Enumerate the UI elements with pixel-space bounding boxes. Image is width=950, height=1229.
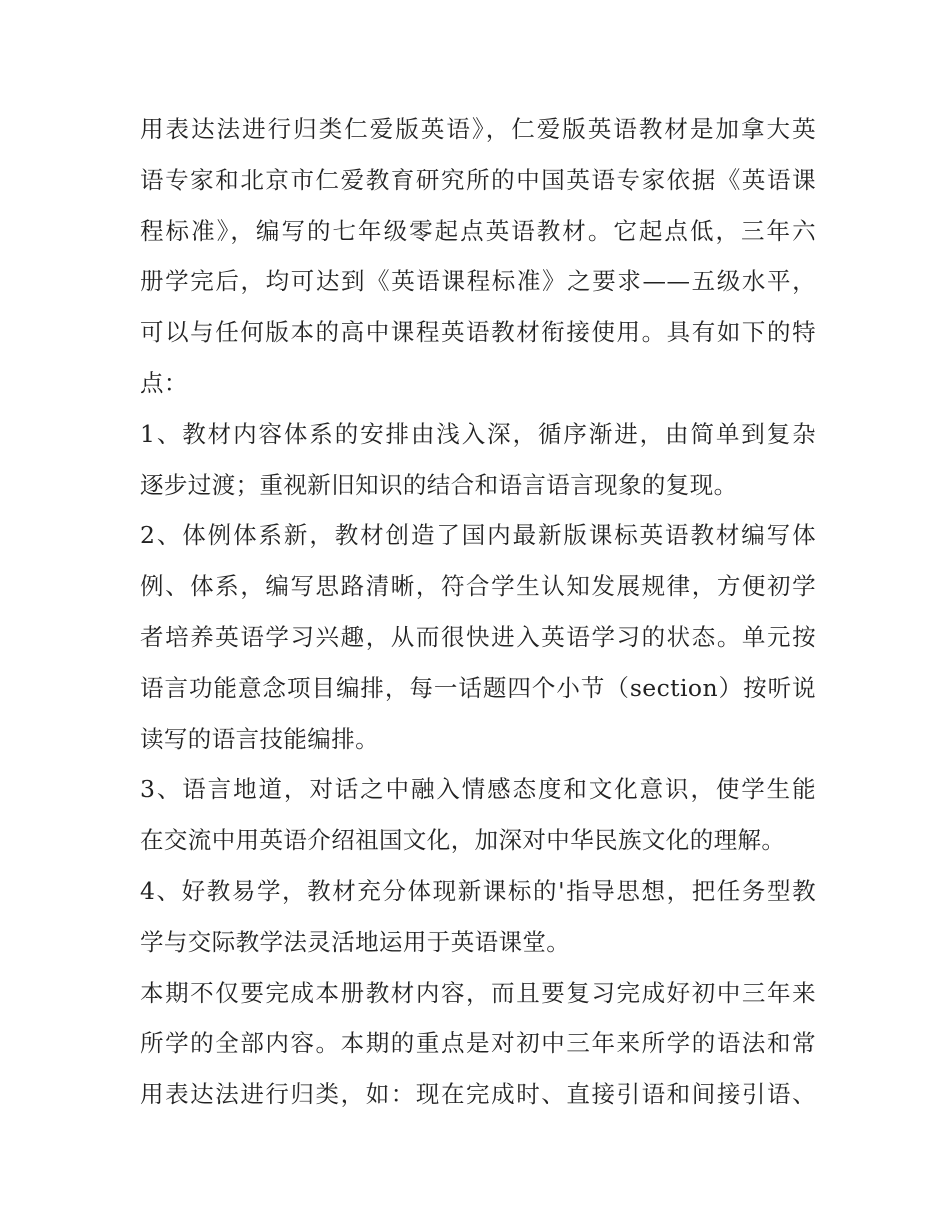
text-line: 用表达法进行归类，如：现在完成时、直接引语和间接引语、 <box>140 1080 816 1109</box>
text-line: 学与交际教学法灵活地运用于英语课堂。 <box>140 927 571 956</box>
text-line: 2、体例体系新，教材创造了国内最新版课标英语教材编写体 <box>140 521 816 550</box>
text-line: 语言功能意念项目编排，每一话题四个小节（section）按听说 <box>140 673 816 702</box>
text-line: 所学的全部内容。本期的重点是对初中三年来所学的语法和常 <box>140 1029 816 1058</box>
text-line: 3、语言地道，对话之中融入情感态度和文化意识，使学生能 <box>140 775 816 804</box>
text-line: 读写的语言技能编排。 <box>140 724 379 753</box>
text-line: 可以与任何版本的高中课程英语教材衔接使用。具有如下的特 <box>140 318 816 347</box>
text-line: 例、体系，编写思路清晰，符合学生认知发展规律，方便初学 <box>140 572 816 601</box>
document-body <box>140 104 816 1120</box>
text-line: 者培养英语学习兴趣，从而很快进入英语学习的状态。单元按 <box>140 622 816 651</box>
text-line: 在交流中用英语介绍祖国文化，加深对中华民族文化的理解。 <box>140 826 786 855</box>
paragraph-plan <box>140 968 816 1120</box>
text-line: 4、好教易学，教材充分体现新课标的'指导思想，把任务型教 <box>140 876 816 905</box>
text-line: 1、教材内容体系的安排由浅入深，循序渐进，由简单到复杂 <box>140 419 816 448</box>
text-line: 用表达法进行归类仁爱版英语》，仁爱版英语教材是加拿大英 <box>140 115 816 143</box>
text-line: 点： <box>140 368 188 397</box>
paragraph-point-4 <box>140 866 816 968</box>
text-line: 本期不仅要完成本册教材内容，而且要复习完成好初中三年来 <box>140 978 816 1007</box>
paragraph-point-3 <box>140 764 816 866</box>
text-line: 语专家和北京市仁爱教育研究所的中国英语专家依据《英语课 <box>140 165 816 194</box>
paragraph-point-1 <box>140 409 816 511</box>
text-line: 册学完后，均可达到《英语课程标准》之要求——五级水平， <box>140 267 816 296</box>
paragraph-intro <box>140 104 816 409</box>
text-line: 逐步过渡；重视新旧知识的结合和语言语言现象的复现。 <box>140 470 738 499</box>
paragraph-point-2 <box>140 510 816 764</box>
text-line: 程标准》，编写的七年级零起点英语教材。它起点低，三年六 <box>140 216 816 245</box>
